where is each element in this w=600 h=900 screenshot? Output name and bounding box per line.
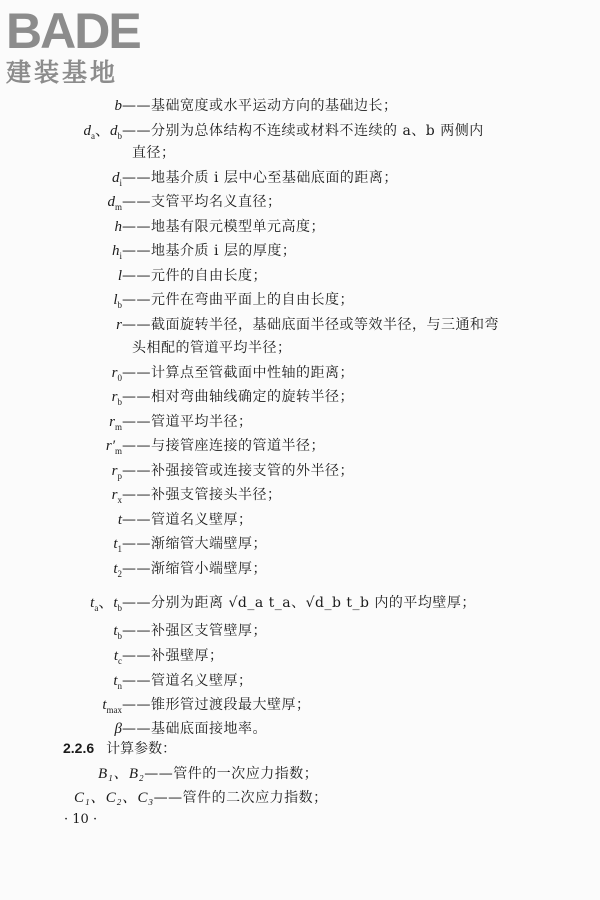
term-description: ——基础宽度或水平运动方向的基础边长； xyxy=(122,98,398,114)
term-symbol: l xyxy=(117,268,122,284)
param-row xyxy=(98,763,318,785)
term-row xyxy=(0,533,600,555)
term-description: ——地基介质 i 层的厚度； xyxy=(122,243,297,259)
term-symbol: $r_x$ xyxy=(111,487,122,505)
term-symbol: $t_c$ xyxy=(113,648,122,666)
term-description: ——管道名义壁厚； xyxy=(122,512,253,528)
term-symbol: t xyxy=(117,512,122,528)
term-row xyxy=(0,120,600,142)
logo-subtitle: 建装基地 xyxy=(6,58,119,87)
term-symbol: $r_m$ xyxy=(109,414,122,432)
term-symbol: $t_2$ xyxy=(113,561,122,579)
term-description: ——管道名义壁厚； xyxy=(122,673,253,689)
term-row xyxy=(0,265,600,287)
section-heading xyxy=(63,737,176,760)
term-row xyxy=(0,386,600,408)
term-symbol: $r'_m$ xyxy=(105,438,122,456)
term-description: ——补强区支管壁厚； xyxy=(122,623,267,639)
term-symbol: r xyxy=(116,317,122,333)
term-description: ——管道平均半径； xyxy=(122,414,253,430)
term-description: ——与接管座连接的管道半径； xyxy=(122,438,325,454)
param-symbols: C₁、C₂、C₃ xyxy=(74,790,154,806)
term-description: ——元件的自由长度； xyxy=(122,268,267,284)
term-row xyxy=(0,645,600,667)
term-description: ——渐缩管小端壁厚； xyxy=(122,561,267,577)
term-description: ——地基有限元模型单元高度； xyxy=(122,219,325,235)
term-description: ——基础底面接地率。 xyxy=(122,721,267,737)
term-description: ——计算点至管截面中性轴的距离； xyxy=(122,365,354,381)
term-symbol: $r_b$ xyxy=(111,389,122,407)
term-row xyxy=(0,592,600,614)
param-row xyxy=(74,787,328,809)
term-symbol: $t_b$ xyxy=(113,623,122,641)
term-symbol: $h_i$ xyxy=(111,243,122,261)
term-row xyxy=(0,484,600,506)
term-row xyxy=(0,95,600,117)
term-symbol: $d_i$ xyxy=(111,170,122,188)
term-description: ——地基介质 i 层中心至基础底面的距离； xyxy=(122,170,398,186)
term-symbol: β xyxy=(114,721,122,737)
param-symbols: B₁、B₂ xyxy=(98,766,145,782)
term-row xyxy=(0,620,600,642)
term-row xyxy=(0,289,600,311)
term-description: ——分别为总体结构不连续或材料不连续的 a、b 两侧内 xyxy=(122,123,484,139)
term-description: ——分别为距离 √d_a t_a、√d_b t_b 内的平均壁厚； xyxy=(122,595,476,611)
term-row xyxy=(0,460,600,482)
term-row xyxy=(0,362,600,384)
term-description: ——补强接管或连接支管的外半径； xyxy=(122,463,354,479)
term-symbol: $t_1$ xyxy=(113,536,122,554)
term-description: ——补强壁厚； xyxy=(122,648,224,664)
term-symbol: $t_a$、$t_b$ xyxy=(90,595,122,613)
param-desc: ——管件的二次应力指数； xyxy=(153,790,328,806)
page-number: · 10 · xyxy=(64,812,98,827)
section-number: 2.2.6 xyxy=(63,740,95,756)
term-description: ——补强支管接头半径； xyxy=(122,487,282,503)
term-row xyxy=(0,435,600,457)
section-title: 计算参数： xyxy=(106,741,177,757)
continuation-line: 头相配的管道平均半径； xyxy=(132,340,292,356)
term-row xyxy=(0,509,600,531)
term-row xyxy=(0,191,600,213)
term-symbol: $t_n$ xyxy=(113,673,122,691)
term-description: ——相对弯曲轴线确定的旋转半径； xyxy=(122,389,354,405)
term-symbol: h xyxy=(114,219,122,235)
term-description: ——锥形管过渡段最大壁厚； xyxy=(122,697,311,713)
term-row xyxy=(0,240,600,262)
logo-wordmark: BADE xyxy=(6,3,140,59)
term-row xyxy=(0,694,600,716)
param-desc: ——管件的一次应力指数； xyxy=(144,766,319,782)
term-symbol: $d_m$ xyxy=(107,194,122,212)
term-row xyxy=(0,167,600,189)
term-description: ——元件在弯曲平面上的自由长度； xyxy=(122,292,354,308)
bade-logo xyxy=(6,3,176,92)
term-description: ——截面旋转半径，基础底面半径或等效半径，与三通和弯 xyxy=(122,317,499,333)
term-symbol: $t_{max}$ xyxy=(102,697,122,715)
term-symbol: $l_b$ xyxy=(113,292,122,310)
term-row xyxy=(0,216,600,238)
term-row xyxy=(0,558,600,580)
term-row xyxy=(0,314,600,336)
term-description: ——支管平均名义直径； xyxy=(122,194,282,210)
term-description: ——渐缩管大端壁厚； xyxy=(122,536,267,552)
term-row xyxy=(0,411,600,433)
term-symbol: $d_a$、$d_b$ xyxy=(83,123,122,141)
term-row xyxy=(0,670,600,692)
term-symbol: $r_p$ xyxy=(111,463,122,481)
term-symbol: b xyxy=(114,98,122,114)
continuation-line: 直径； xyxy=(132,145,176,161)
term-symbol: $r_0$ xyxy=(111,365,122,383)
